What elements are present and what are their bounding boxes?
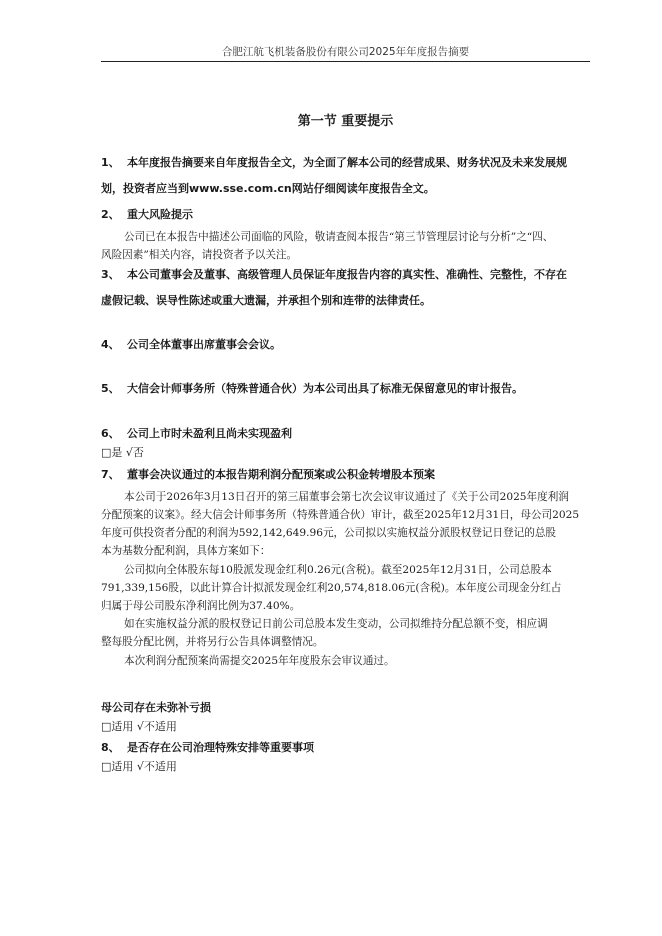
item-4-heading: 公司全体董事出席董事会会议。: [127, 338, 281, 351]
item-7-number: 7、: [101, 468, 120, 481]
item-8-options: □适用 √不适用: [101, 760, 177, 773]
item-8-line: [101, 741, 314, 755]
item-1-number: 1、: [101, 156, 120, 169]
item-2-heading: 重大风险提示: [127, 208, 193, 221]
item-2-body-2: 风险因素”相关内容，请投资者予以关注。: [101, 249, 298, 261]
item-8-heading: 是否存在公司治理特殊安排等重要事项: [127, 741, 314, 754]
loss-heading: 母公司存在未弥补亏损: [101, 701, 211, 714]
item-2-heading-line: [101, 208, 193, 222]
item-7-p2-line-1: 公司拟向全体股东每10股派发现金红利0.26元(含税)。截至2025年12月31日，公司总股本: [124, 564, 552, 576]
item-6-heading: 公司上市时未盈利且尚未实现盈利: [127, 427, 292, 440]
item-4-number: 4、: [101, 338, 120, 351]
item-2-body-1: 公司已在本报告中描述公司面临的风险，敬请查阅本报告“第三节管理层讨论与分析”之“四、: [124, 231, 554, 243]
item-8-number: 8、: [101, 741, 120, 754]
item-7-p1-line-2: 分配预案的议案》。经大信会计师事务所（特殊普通合伙）审计，截至2025年12月31日，母公司2025: [101, 509, 580, 521]
item-3-number: 3、: [101, 268, 120, 281]
item-1-text-1: 本年度报告摘要来自年度报告全文，为全面了解本公司的经营成果、财务状况及未来发展规: [127, 156, 567, 169]
item-2-number: 2、: [101, 208, 120, 221]
item-6-line: [101, 427, 292, 441]
item-7-p1-line-3: 年度可供投资者分配的利润为592,142,649.96元，公司拟以实施权益分派股权登记日登记的总股: [101, 527, 557, 539]
item-3-line-1: [101, 268, 567, 282]
item-5-heading: 大信会计师事务所（特殊普通合伙）为本公司出具了标准无保留意见的审计报告。: [127, 382, 523, 395]
item-7-p3-line-1: 如在实施权益分派的股权登记日前公司总股本发生变动，公司拟维持分配总额不变，相应调: [124, 618, 548, 630]
item-7-p1-line-1: 本公司于2026年3月13日召开的第三届董事会第七次会议审议通过了《关于公司2025年度利润: [124, 491, 569, 503]
item-7-p2-line-3: 归属于母公司股东净利润比例为37.40%。: [101, 600, 301, 612]
item-7-p2-line-2: 791,339,156股，以此计算合计拟派发现金红利20,574,818.06元(含税)。本年度公司现金分红占: [101, 582, 562, 594]
item-5-line: [101, 382, 523, 396]
item-6-options: □是 √否: [101, 446, 144, 459]
item-7-heading: 董事会决议通过的本报告期利润分配预案或公积金转增股本预案: [127, 468, 435, 481]
item-4-line: [101, 338, 281, 352]
item-7-p3-line-2: 整每股分配比例，并将另行公告具体调整情况。: [101, 636, 324, 648]
item-7-p1-line-4: 本为基数分配利润，具体方案如下：: [101, 545, 271, 557]
item-6-number: 6、: [101, 427, 120, 440]
header-divider: [101, 61, 590, 62]
item-7-p4: 本次利润分配预案尚需提交2025年年度股东会审议通过。: [124, 655, 395, 667]
item-3-text-1: 本公司董事会及董事、高级管理人员保证年度报告内容的真实性、准确性、完整性，不存在: [127, 268, 567, 281]
item-3-line-2: 虚假记载、误导性陈述或重大遗漏，并承担个别和连带的法律责任。: [101, 294, 431, 307]
page-header: 合肥江航飞机装备股份有限公司2025年年度报告摘要: [221, 46, 470, 58]
item-1-line-2: 划，投资者应当到www.sse.com.cn网站仔细阅读年度报告全文。: [101, 182, 435, 195]
item-5-number: 5、: [101, 382, 120, 395]
item-1-line-1: [101, 156, 567, 170]
section-title: 第一节 重要提示: [297, 114, 394, 129]
loss-options: □适用 √不适用: [101, 720, 177, 733]
item-7-line: [101, 468, 435, 482]
